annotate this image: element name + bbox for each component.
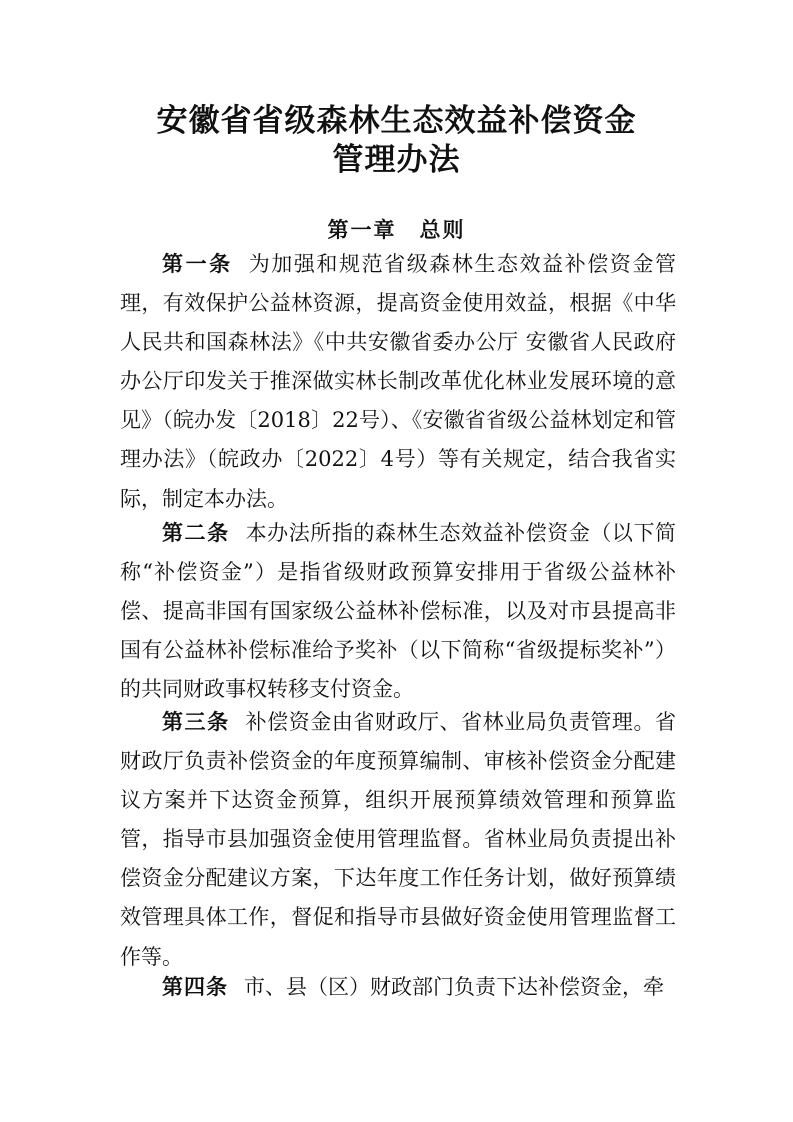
article-2-text: 本办法所指的森林生态效益补偿资金（以下简称“补偿资金”）是指省级财政预算安排用于省级公益林补偿、提高非国有国家级公益林补偿标准，以及对市县提高非国有公益林补偿标准给予奖补（以下简称“省级提标奖补”）的共同财政事权转移支付资金。 <box>120 521 677 702</box>
article-1-paragraph <box>120 245 676 519</box>
article-3-paragraph <box>120 703 676 977</box>
article-4-label: 第四条 <box>162 975 228 999</box>
chapter-heading: 第一章 总则 <box>327 218 466 242</box>
document-title-line-2: 管理办法 <box>332 142 461 178</box>
article-2-label: 第二条 <box>162 521 230 545</box>
article-3-label: 第三条 <box>162 710 230 734</box>
article-1-text: 为加强和规范省级森林生态效益补偿资金管理，有效保护公益林资源，提高资金使用效益，根据《中华人民共和国森林法》《中共安徽省委办公厅 安徽省人民政府办公厅印发关于推深做实林长制改革优化林业发展环境的意见》（皖办发〔2018〕22号）、《安徽省省级公益林划定和管理办法》（皖政办〔2022〕4号）等有关规定，结合我省实际，制定本办法。 <box>120 252 677 511</box>
document-title-line-1: 安徽省省级森林生态效益补偿资金 <box>156 103 637 139</box>
article-4-text: 市、县（区）财政部门负责下达补偿资金，牵 <box>244 975 664 999</box>
article-2-paragraph <box>120 514 676 709</box>
article-1-label: 第一条 <box>162 252 233 276</box>
article-4-paragraph <box>120 968 676 1007</box>
article-3-text: 补偿资金由省财政厅、省林业局负责管理。省财政厅负责补偿资金的年度预算编制、审核补偿资金分配建议方案并下达资金预算，组织开展预算绩效管理和预算监管，指导市县加强资金使用管理监督。省林业局负责提出补偿资金分配建议方案，下达年度工作任务计划，做好预算绩效管理具体工作，督促和指导市县做好资金使用管理监督工作等。 <box>120 710 677 969</box>
